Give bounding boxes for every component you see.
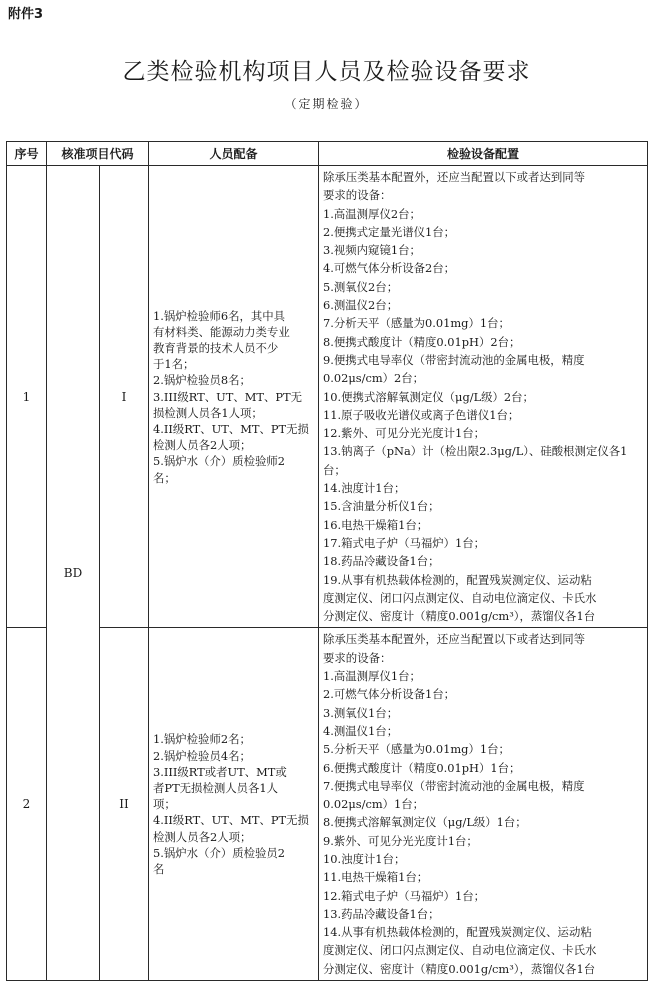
attachment-label: 附件3	[8, 7, 44, 22]
equipment-line: 18.药品冷藏设备1台；	[323, 554, 440, 569]
personnel-line: 教育背景的技术人员不少	[153, 341, 279, 355]
header-equipment: 检验设备配置	[319, 142, 648, 166]
equipment-line: 度测定仪、闭口闪点测定仪、自动电位滴定仪、卡氏水	[323, 590, 597, 605]
equipment-line: 8.便携式溶解氧测定仪（μg/L级）1台；	[323, 815, 527, 830]
personnel-line: 者PT无损检测人员各1人	[153, 780, 279, 795]
equipment-line: 7.便携式电导率仪（带密封流动池的金属电极，精度	[323, 778, 585, 793]
equipment-line: 15.含油量分析仪1台；	[323, 499, 440, 514]
equipment-line: 8.便携式酸度计（精度0.01pH）2台；	[323, 334, 521, 349]
equipment-line: 3.测氧仪1台；	[323, 705, 399, 720]
equipment-line: 4.可燃气体分析设备2台；	[323, 261, 456, 276]
equipment-line: 0.02μs/cm）2台；	[323, 371, 425, 386]
header-serial: 序号	[7, 142, 47, 166]
personnel-cell	[149, 628, 319, 981]
equipment-line: 12.箱式电子炉（马福炉）1台；	[323, 888, 486, 903]
personnel-line: 1.锅炉检验师2名；	[153, 732, 251, 747]
equipment-cell	[319, 166, 648, 628]
personnel-line: 4.II级RT、UT、MT、PT无损	[153, 813, 309, 828]
equipment-line: 台；	[323, 462, 346, 477]
equipment-line: 16.电热干燥箱1台；	[323, 517, 429, 532]
equipment-line: 1.高温测厚仪1台；	[323, 669, 421, 684]
document-title: 乙类检验机构项目人员及检验设备要求	[122, 59, 531, 85]
equipment-line: 2.可燃气体分析设备1台；	[323, 687, 456, 702]
personnel-line: 2.锅炉检验员4名；	[153, 748, 251, 763]
equipment-line: 分测定仪、密度计（精度0.001g/cm³），蒸馏仪各1台	[323, 609, 596, 624]
personnel-line: 项；	[153, 797, 176, 812]
equipment-line: 分测定仪、密度计（精度0.001g/cm³），蒸馏仪各1台	[323, 961, 596, 976]
equipment-line: 14.浊度计1台；	[323, 481, 406, 496]
personnel-line: 5.锅炉水（介）质检验员2	[153, 845, 286, 860]
personnel-line: 名；	[153, 470, 176, 485]
personnel-line: 1.锅炉检验师6名，其中具	[153, 308, 286, 323]
equipment-line: 19.从事有机热载体检测的，配置残炭测定仪、运动粘	[323, 572, 592, 587]
personnel-line: 于1名；	[153, 357, 195, 372]
requirements-table	[6, 141, 648, 981]
equipment-line: 除承压类基本配置外，还应当配置以下或者达到同等	[323, 170, 586, 184]
equipment-line: 要求的设备：	[323, 650, 392, 665]
equipment-line: 5.分析天平（感量为0.01mg）1台；	[323, 742, 510, 757]
personnel-line: 4.II级RT、UT、MT、PT无损	[153, 422, 309, 437]
table-row	[7, 166, 648, 628]
row-level: II	[100, 628, 149, 981]
equipment-line: 9.便携式电导率仪（带密封流动池的金属电极，精度	[323, 352, 585, 367]
personnel-line: 有材料类、能源动力类专业	[153, 324, 290, 339]
personnel-line: 3.III级RT、UT、MT、PT无	[153, 389, 303, 404]
personnel-line: 检测人员各2人项；	[153, 829, 252, 844]
equipment-line: 5.测氧仪2台；	[323, 279, 399, 294]
equipment-line: 4.测温仪1台；	[323, 723, 399, 738]
header-project-code: 核准项目代码	[47, 142, 149, 166]
equipment-line: 除承压类基本配置外，还应当配置以下或者达到同等	[323, 632, 586, 647]
equipment-line: 12.紫外、可见分光光度计1台；	[323, 426, 486, 441]
row-serial: 2	[7, 628, 47, 981]
equipment-line: 13.钠离子（pNa）计（检出限2.3μg/L）、硅酸根测定仪各1	[323, 444, 628, 459]
header-personnel: 人员配备	[149, 142, 319, 166]
equipment-line: 11.电热干燥箱1台；	[323, 870, 429, 885]
table-header-row	[7, 142, 648, 166]
personnel-cell	[149, 166, 319, 628]
equipment-line: 17.箱式电子炉（马福炉）1台；	[323, 535, 486, 550]
equipment-line: 6.测温仪2台；	[323, 298, 399, 313]
group-code: BD	[47, 166, 100, 981]
document-subtitle: （定期检验）	[284, 97, 369, 111]
equipment-line: 2.便携式定量光谱仪1台；	[323, 224, 456, 239]
equipment-line: 1.高温测厚仪2台；	[323, 206, 421, 221]
row-serial: 1	[7, 166, 47, 628]
equipment-line: 0.02μs/cm）1台；	[323, 797, 425, 812]
equipment-line: 10.浊度计1台；	[323, 851, 406, 866]
equipment-line: 6.便携式酸度计（精度0.01pH）1台；	[323, 760, 521, 775]
equipment-line: 7.分析天平（感量为0.01mg）1台；	[323, 316, 510, 331]
equipment-cell	[319, 628, 648, 981]
equipment-line: 9.紫外、可见分光光度计1台；	[323, 833, 478, 848]
equipment-line: 度测定仪、闭口闪点测定仪、自动电位滴定仪、卡氏水	[323, 943, 597, 958]
equipment-line: 3.视频内窥镜1台；	[323, 243, 421, 258]
equipment-line: 13.药品冷藏设备1台；	[323, 906, 440, 921]
personnel-line: 3.III级RT或者UT、MT或	[153, 764, 287, 779]
equipment-line: 要求的设备：	[323, 188, 392, 203]
equipment-line: 11.原子吸收光谱仪或离子色谱仪1台；	[323, 407, 520, 422]
personnel-line: 损检测人员各1人项；	[153, 405, 263, 420]
row-level: I	[100, 166, 149, 628]
personnel-line: 检测人员各2人项；	[153, 438, 252, 453]
equipment-line: 14.从事有机热载体检测的，配置残炭测定仪、运动粘	[323, 925, 592, 940]
personnel-line: 2.锅炉检验员8名；	[153, 373, 251, 388]
personnel-line: 5.锅炉水（介）质检验师2	[153, 454, 286, 469]
equipment-line: 10.便携式溶解氧测定仪（μg/L级）2台；	[323, 389, 534, 404]
personnel-line: 名	[153, 861, 165, 876]
table-row	[7, 628, 648, 981]
